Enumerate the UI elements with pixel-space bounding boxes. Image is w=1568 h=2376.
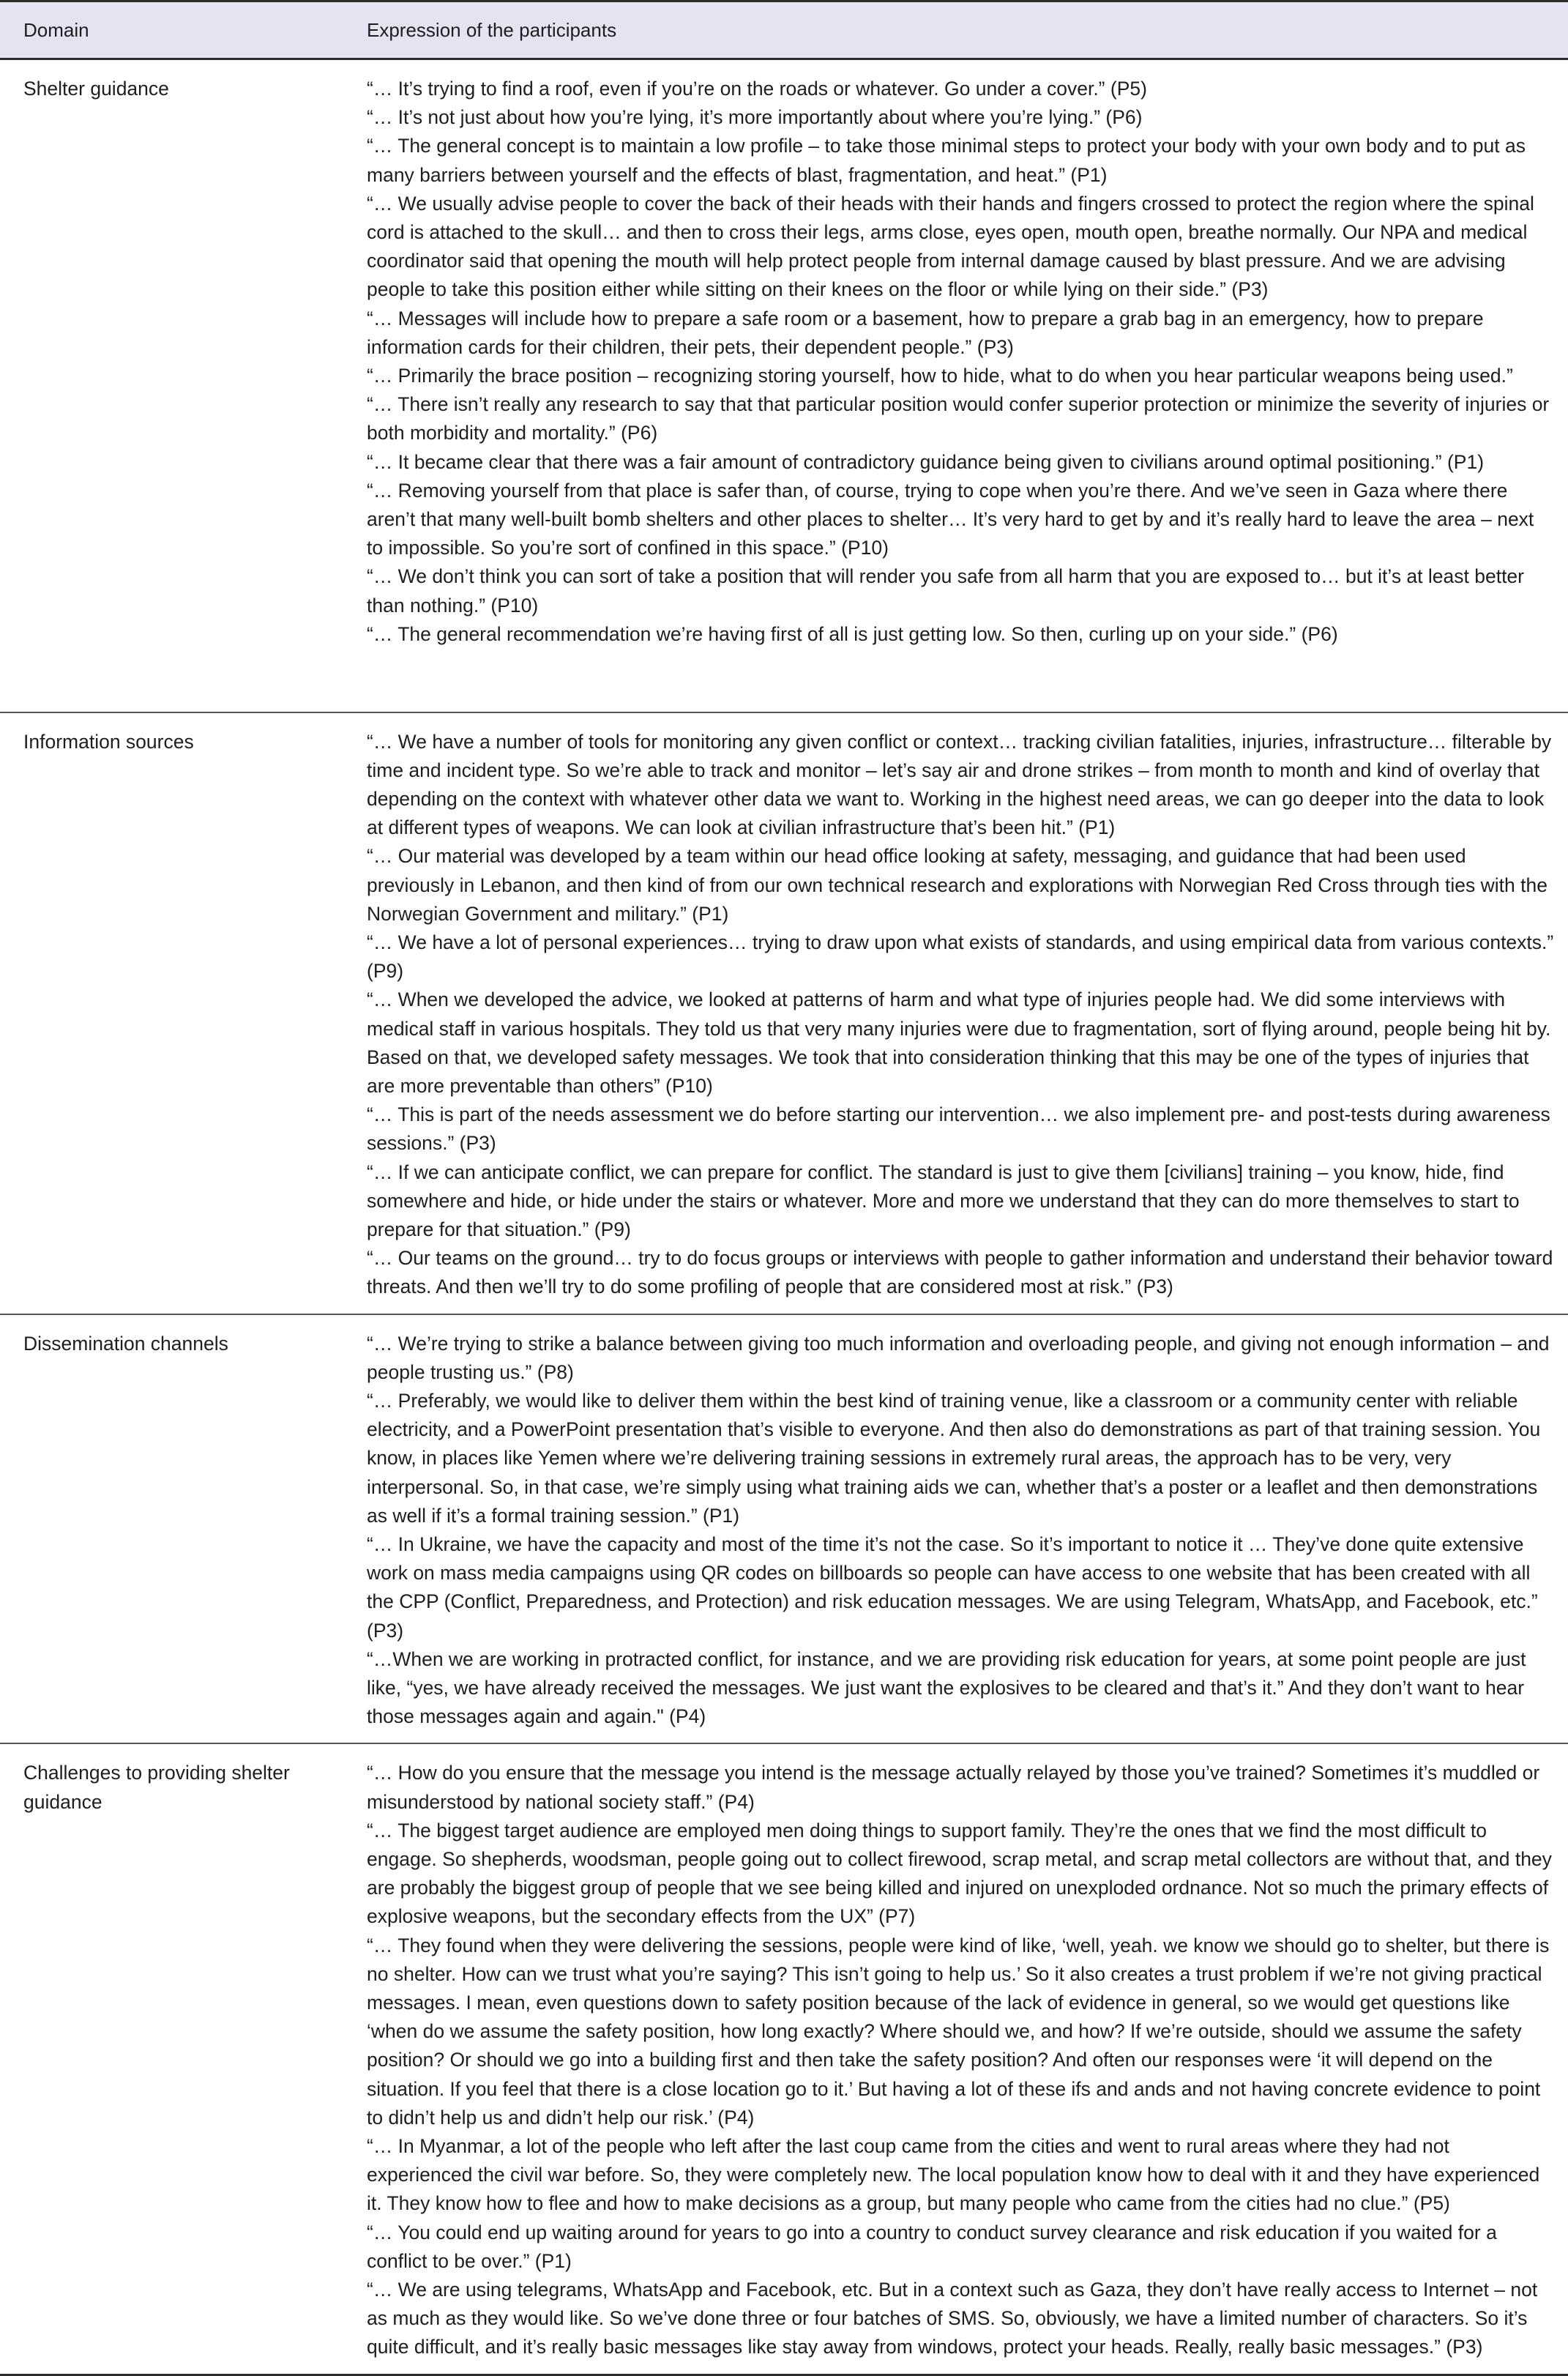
quote: “… The general recommendation we’re having first of all is just getting low. So then, curling up on your side.” (P6)	[367, 622, 1338, 645]
quote: “… You could end up waiting around for years to go into a country to conduct survey clearance and risk education if you waited for a conflict to be over.” (P1)	[367, 2221, 1497, 2272]
header-domain: Domain	[0, 1, 343, 59]
quote: “… In Myanmar, a lot of the people who left after the last coup came from the cities and went to rural areas where they had not experienced the civil war before. So, they were completely new. The local population know how to deal with it and they have experienced it. They know how to flee and how to make decisions as a group, but many people who came from the cities had no clue.” (P5)	[367, 2135, 1540, 2215]
quote: “… We’re trying to strike a balance between giving too much information and overloading people, and giving not enough information – and people trusting us.” (P8)	[367, 1332, 1550, 1383]
quote: “… We have a number of tools for monitoring any given conflict or context… tracking civilian fatalities, injuries, infrastructure… filterable by time and incident type. So we’re able to track and monitor – let’s say air and drone strikes – from month to month and kind of overlay that depending on the context with whatever other data we want to. Working in the highest need areas, we can go deeper into the data to look at different types of weapons. We can look at civilian infrastructure that’s been hit.” (P1)	[367, 730, 1552, 839]
quote: “… This is part of the needs assessment we do before starting our intervention… we also implement pre- and post-tests during awareness sessions.” (P3)	[367, 1103, 1550, 1155]
quote: “… The biggest target audience are employed men doing things to support family. They’re the ones that we find the most difficult to engage. So shepherds, woodsman, people going out to collect firewood, scrap metal, and scrap metal collectors are without that, and they are probably the biggest group of people that we see being killed and injured on unexploded ordnance. Not so much the primary effects of explosive weapons, but the secondary effects from the UX” (P7)	[367, 1819, 1552, 1928]
quote: “… We don’t think you can sort of take a position that will render you safe from all harm that you are exposed to… but it’s at least better than nothing.” (P10)	[367, 565, 1524, 617]
table-header-row	[0, 1, 1568, 59]
table-row-shelter-guidance	[0, 59, 1568, 712]
quotes-cell	[343, 1314, 1568, 1744]
table-row-information-sources	[0, 712, 1568, 1314]
quote: “… It’s trying to find a roof, even if you’re on the roads or whatever. Go under a cover.” (P5)	[367, 78, 1147, 100]
domain-cell: Challenges to providing shelter guidance	[0, 1743, 343, 2375]
header-expression: Expression of the participants	[343, 1, 1568, 59]
quote: “… If we can anticipate conflict, we can prepare for conflict. The standard is just to give them [civilians] training – you know, hide, find somewhere and hide, or hide under the stairs or whatever. More and more we understand that they can do more themselves to start to prepare for that situation.” (P9)	[367, 1161, 1520, 1240]
quote: “… How do you ensure that the message you intend is the message actually relayed by those you’ve trained? Sometimes it’s muddled or misunderstood by national society staff.” (P4)	[367, 1762, 1540, 1813]
quote: “… Messages will include how to prepare a safe room or a basement, how to prepare a grab bag in an emergency, how to prepare information cards for their children, their pets, their dependent people.” (P3)	[367, 307, 1484, 358]
quote: “… Our material was developed by a team within our head office looking at safety, messaging, and guidance that had been used previously in Lebanon, and then kind of from our own technical research and explorations with Norwegian Red Cross through ties with the Norwegian Government and military.” (P1)	[367, 845, 1548, 925]
quote: “… The general concept is to maintain a low profile – to take those minimal steps to protect your body with your own body and to put as many barriers between yourself and the effects of blast, fragmentation, and heat.” (P1)	[367, 135, 1526, 186]
quote: “… Removing yourself from that place is safer than, of course, trying to cope when you’re there. And we’ve seen in Gaza where there aren’t that many well-built bomb shelters and other places to shelter… It’s very hard to get by and it’s really hard to leave the area – next to impossible. So you’re sort of confined in this space.” (P10)	[367, 479, 1534, 559]
quote: “… We usually advise people to cover the back of their heads with their hands and fingers crossed to protect the region where the spinal cord is attached to the skull… and then to cross their legs, arms close, eyes open, mouth open, breathe normally. Our NPA and medical coordinator said that opening the mouth will help protect people from internal damage caused by blast pressure. And we are advising people to take this position either while sitting on their knees on the floor or while lying on their side.” (P3)	[367, 192, 1534, 301]
quote: “… There isn’t really any research to say that that particular position would confer superior protection or minimize the severity of injuries or both morbidity and mortality.” (P6)	[367, 393, 1550, 444]
quote: “… In Ukraine, we have the capacity and most of the time it’s not the case. So it’s important to notice it … They’ve done quite extensive work on mass media campaigns using QR codes on billboards so people can have access to one website that has been created with all the CPP (Conflict, Preparedness, and Protection) and risk education messages. We are using Telegram, WhatsApp, and Facebook, etc.” (P3)	[367, 1533, 1538, 1642]
quote: “… We are using telegrams, WhatsApp and Facebook, etc. But in a context such as Gaza, they don’t have really access to Internet – not as much as they would like. So we’ve done three or four batches of SMS. So, obviously, we have a limited number of characters. So it’s quite difficult, and it’s really basic messages like stay away from windows, protect your heads. Really, really basic messages.” (P3)	[367, 2279, 1538, 2358]
quote: “… It became clear that there was a fair amount of contradictory guidance being given to civilians around optimal positioning.” (P1)	[367, 450, 1485, 473]
domain-cell: Information sources	[0, 712, 343, 1314]
quote: “… They found when they were delivering the sessions, people were kind of like, ‘well, yeah. we know we should go to shelter, but there is no shelter. How can we trust what you’re saying? This isn’t going to help us.’ So it also creates a trust problem if we’re not giving practical messages. I mean, even questions down to safety position because of the lack of evidence in general, so we would get questions like ‘when do we assume the safety position, how long exactly? Where should we, and how? If we’re outside, should we assume the safety position? Or should we go into a building first and then take the safety position? And often our responses were ‘it will depend on the situation. If you feel that there is a close location go to it.’ But having a lot of these ifs and ands and not having concrete evidence to point to didn’t help us and didn’t help our risk.’ (P4)	[367, 1934, 1550, 2129]
domain-cell: Shelter guidance	[0, 59, 343, 712]
quote: “…When we are working in protracted conflict, for instance, and we are providing risk education for years, at some point people are just like, “yes, we have already received the messages. We just want the explosives to be cleared and that’s it.” And they don’t want to hear those messages again and again." (P4)	[367, 1647, 1526, 1728]
table-row-dissemination-channels	[0, 1314, 1568, 1744]
quotes-cell	[343, 712, 1568, 1314]
quotes-cell	[343, 59, 1568, 712]
quote: “… We have a lot of personal experiences… trying to draw upon what exists of standards, and using empirical data from various contexts.” (P9)	[367, 931, 1554, 983]
quote: “… Our teams on the ground… try to do focus groups or interviews with people to gather information and understand their behavior toward threats. And then we’ll try to do some profiling of people that are considered most at risk.” (P3)	[367, 1247, 1553, 1298]
quote: “… Preferably, we would like to deliver them within the best kind of training venue, like a classroom or a community center with reliable electricity, and a PowerPoint presentation that’s visible to everyone. And then also do demonstrations as part of that training session. You know, in places like Yemen where we’re delivering training sessions in extremely rural areas, the approach has to be very, very interpersonal. So, in that case, we’re simply using what training aids we can, whether that’s a poster or a leaflet and then demonstrations as well if it’s a formal training session.” (P1)	[367, 1389, 1541, 1527]
quote: “… It’s not just about how you’re lying, it’s more importantly about where you’re lying.” (P6)	[367, 106, 1143, 129]
table-row-challenges	[0, 1743, 1568, 2375]
quote: “… When we developed the advice, we looked at patterns of harm and what type of injuries people had. We did some interviews with medical staff in various hospitals. They told us that very many injuries were due to fragmentation, sort of flying around, people being hit by. Based on that, we developed safety messages. We took that into consideration thinking that this may be one of the types of injuries that are more preventable than others” (P10)	[367, 988, 1551, 1097]
domain-cell: Dissemination channels	[0, 1314, 343, 1744]
quotes-cell	[343, 1743, 1568, 2375]
quote: “… Primarily the brace position – recognizing storing yourself, how to hide, what to do when you hear particular weapons being used.”	[367, 365, 1513, 387]
